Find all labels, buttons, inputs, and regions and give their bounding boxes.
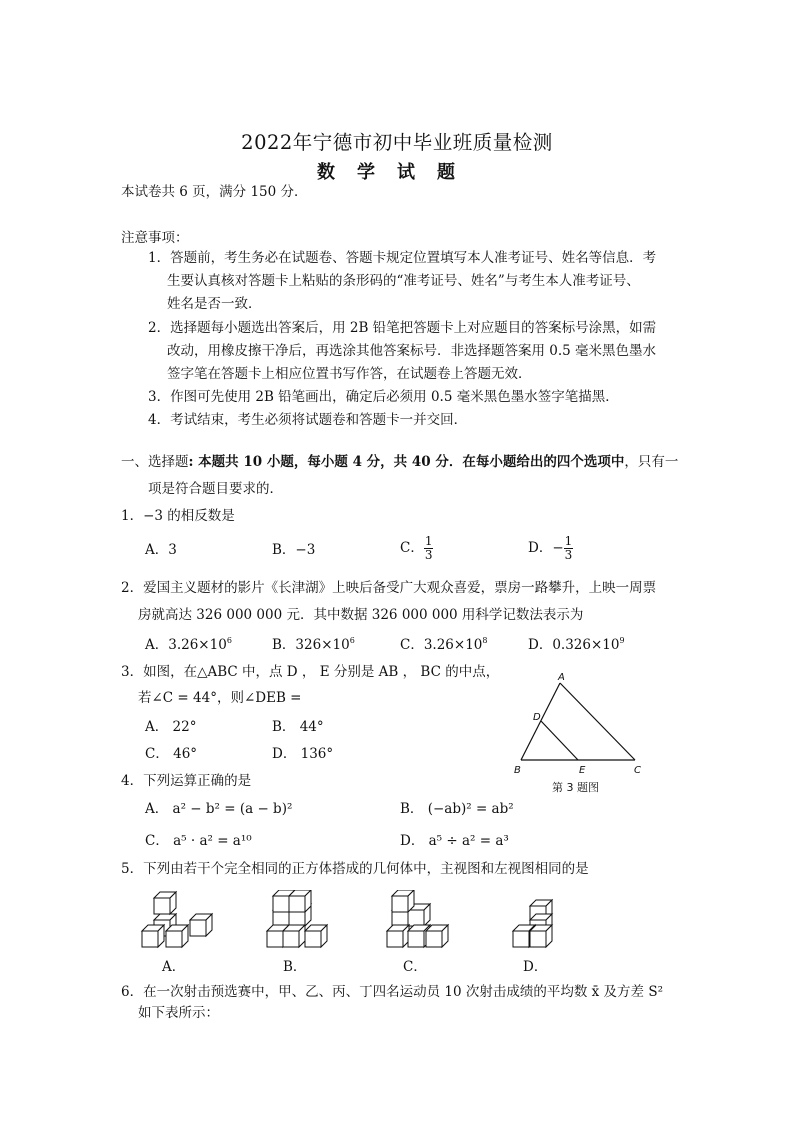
- notice-2-line-1: 2．选择题每小题选出答案后，用 2B 铅笔把答题卡上对应题目的答案标号涂黑，如需: [148, 320, 657, 336]
- q5-option-d: D．: [523, 959, 548, 975]
- notice-1-line-3: 姓名是否一致．: [167, 296, 262, 312]
- q5-option-a: A．: [162, 959, 186, 975]
- q5-option-c: C．: [403, 959, 427, 975]
- notice-heading: 注意事项：: [121, 230, 189, 246]
- q2-option-b: [272, 636, 355, 654]
- q2-option-a-text: A．3.26×10: [145, 637, 227, 653]
- page-subtitle: [0, 158, 794, 184]
- q2-option-a-exp: 6: [226, 636, 232, 645]
- q5-stem: 5．下列由若干个完全相同的正方体搭成的几何体中，主视图和左视图相同的是: [121, 861, 589, 877]
- notice-1-line-2: 生要认真核对答题卡上粘贴的条形码的“准考证号、姓名”与考生本人准考证号、: [167, 273, 640, 289]
- label-e: E: [579, 765, 586, 776]
- label-d: D: [533, 712, 541, 723]
- q2-option-b-text: B．326×10: [272, 637, 350, 653]
- label-b: B: [514, 765, 521, 776]
- q5-figure-d: [513, 900, 552, 947]
- q2-option-c-text: C．3.26×10: [400, 637, 483, 653]
- q2-option-c-exp: 8: [482, 636, 488, 645]
- q5-figure-c: [387, 890, 448, 947]
- q1-option-b: B．−3: [272, 542, 316, 558]
- q4-option-a: A． a² − b² = (a − b)²: [145, 801, 293, 817]
- section1-label: 一、选择题: [121, 454, 189, 470]
- q6-line-2: 如下表所示：: [138, 1005, 219, 1021]
- notice-1-line-1: 1．答题前，考生务必在试题卷、答题卡规定位置填写本人准考证号、姓名等信息．考: [148, 250, 657, 266]
- q1-option-c-label: C．: [400, 540, 424, 556]
- q1-d-numerator: 1: [564, 534, 573, 548]
- q3-option-c: C． 46°: [145, 746, 198, 762]
- q1-option-c: [400, 535, 433, 562]
- q2-option-d-text: D．0.326×10: [528, 637, 620, 653]
- q3-option-b: B． 44°: [272, 719, 324, 735]
- q4-option-d: D． a⁵ ÷ a² = a³: [400, 833, 509, 849]
- q3-line-1: 3．如图，在△ABC 中，点 D ， E 分别是 AB ， BC 的中点，: [121, 664, 500, 680]
- q2-option-d: [528, 636, 625, 654]
- subtitle-text: 数学试题: [317, 162, 477, 183]
- q2-option-a: [145, 636, 232, 654]
- q2-line-2: 房就高达 326 000 000 元．其中数据 326 000 000 用科学记数法表示为: [138, 607, 584, 623]
- section1-desc-line2: 项是符合题目要求的．: [148, 481, 283, 497]
- q2-option-b-exp: 6: [349, 636, 355, 645]
- q3-figure-caption: 第 3 题图: [552, 781, 599, 794]
- notice-2-line-2: 改动，用橡皮擦干净后，再选涂其他答案标号．非选择题答案用 0.5 毫米黑色墨水: [167, 343, 657, 359]
- q1-option-d: [528, 535, 573, 562]
- q5-figure-a: [142, 892, 212, 947]
- notice-4-line-1: 4．考试结束，考生必须将试题卷和答题卡一并交回．: [148, 412, 468, 428]
- q1-option-d-fraction: [564, 535, 574, 562]
- q3-line-2: 若∠C = 44°，则∠DEB =: [138, 690, 302, 706]
- q1-stem: 1．−3 的相反数是: [121, 508, 235, 524]
- q4-option-c: C． a⁵ · a² = a¹⁰: [145, 833, 252, 849]
- q2-line-1: 2．爱国主义题材的影片《长津湖》上映后备受广大观众喜爱，票房一路攀升，上映一周票: [121, 580, 657, 596]
- q3-option-d: D． 136°: [272, 746, 334, 762]
- q3-triangle-figure: [505, 665, 655, 805]
- intro-text: 本试卷共 6 页，满分 150 分．: [121, 184, 308, 200]
- q1-d-denominator: 3: [564, 548, 573, 562]
- notice-3-line-1: 3．作图可先使用 2B 铅笔画出，确定后必须用 0.5 毫米黑色墨水签字笔描黑．: [148, 389, 619, 405]
- page-title: 2022年宁德市初中毕业班质量检测: [241, 131, 553, 154]
- section1-desc-c: ，只有一: [624, 454, 679, 470]
- label-c: C: [634, 765, 641, 776]
- q1-option-c-fraction: [424, 535, 434, 562]
- section1-desc-a: : 本题共 10 小题，每小题 4 分，共 40 分．在每小题给出的: [188, 454, 557, 470]
- q4-option-b: B． (−ab)² = ab²: [400, 801, 514, 817]
- q1-c-numerator: 1: [424, 534, 433, 548]
- q5-option-b: B．: [283, 959, 307, 975]
- notice-2-line-3: 签字笔在答题卡上相应位置书写作答，在试题卷上答题无效．: [167, 366, 532, 382]
- q2-option-d-exp: 9: [619, 636, 625, 645]
- q5-figure-b: [267, 890, 327, 947]
- edge-ac: [560, 683, 635, 760]
- q4-stem: 4．下列运算正确的是: [121, 773, 252, 789]
- q2-option-c: [400, 636, 487, 654]
- q1-c-denominator: 3: [424, 548, 433, 562]
- q1-option-a: A．3: [145, 542, 177, 558]
- q5-cube-figures: [130, 890, 650, 955]
- section1-desc-b: 四个选项中: [556, 454, 625, 470]
- q1-option-d-label: D．−: [528, 540, 564, 556]
- section1-heading: [121, 453, 678, 471]
- q6-line-1: 6．在一次射击预选赛中，甲、乙、丙、丁四名运动员 10 次射击成绩的平均数 x̄ 及方差 S²: [121, 984, 663, 1000]
- segment-de: [541, 721, 578, 760]
- q3-option-a: A． 22°: [145, 719, 197, 735]
- label-a: A: [558, 672, 565, 683]
